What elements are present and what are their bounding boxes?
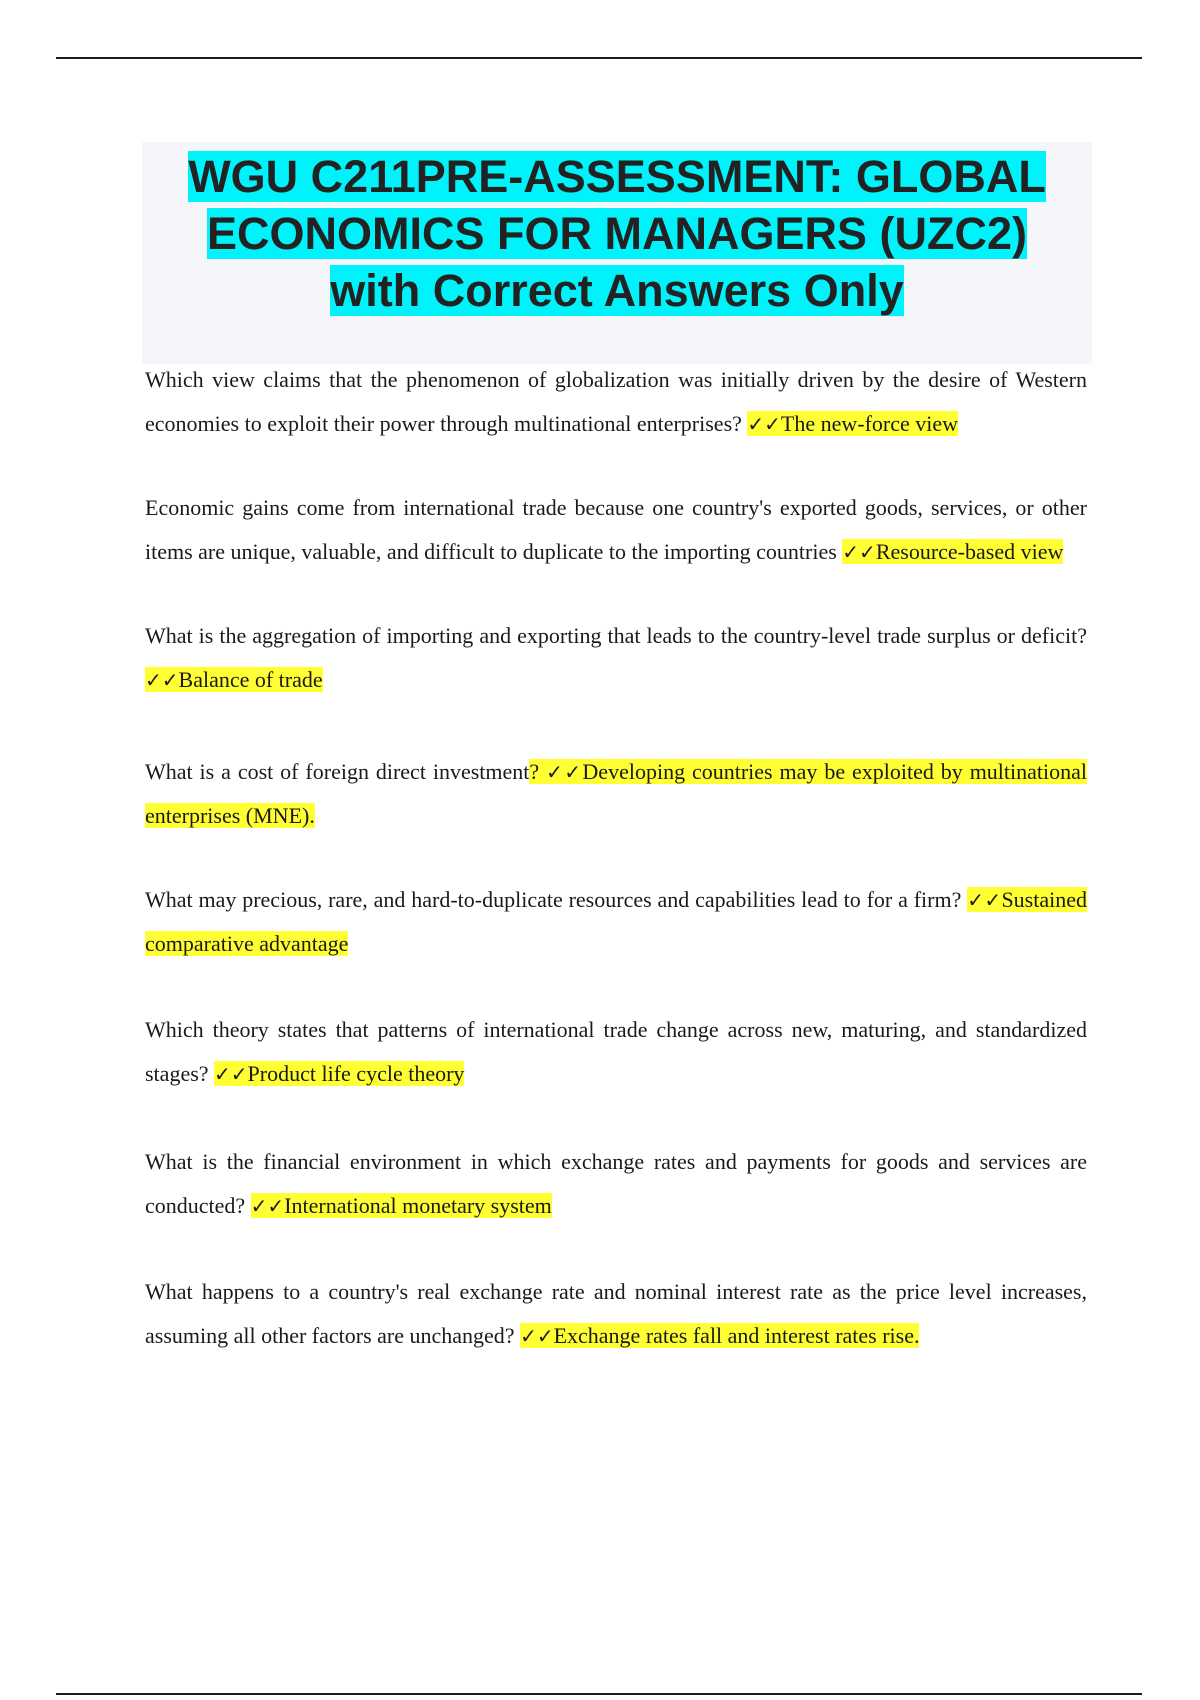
answer-text: Product life cycle theory xyxy=(247,1061,465,1086)
question-text: What is a cost of foreign direct investment xyxy=(145,759,530,784)
answer-highlight xyxy=(842,539,1063,564)
title-line-3: with Correct Answers Only xyxy=(330,265,904,316)
answer-highlight xyxy=(214,1061,464,1086)
answer-prefix: ? xyxy=(529,759,547,784)
answer-text: Sustained comparative advantage xyxy=(145,887,1087,956)
answer-text: The new-force view xyxy=(780,411,959,436)
question-text: Which theory states that patterns of international trade change across new, maturing, and standardized stages? xyxy=(145,1017,1087,1086)
bottom-rule xyxy=(56,1693,1142,1695)
top-rule xyxy=(56,57,1142,59)
question-text: Which view claims that the phenomenon of globalization was initially driven by the desire of Western economies to exploit their power through multinational enterprises? xyxy=(145,367,1087,436)
double-check-icon: ✓✓ xyxy=(520,1324,554,1348)
qa-item-7 xyxy=(145,1140,1087,1228)
double-check-icon: ✓✓ xyxy=(250,1194,285,1218)
answer-highlight xyxy=(520,1323,919,1348)
qa-item-6 xyxy=(145,1008,1087,1096)
question-answer-list xyxy=(145,358,1087,1358)
answer-highlight xyxy=(251,1193,552,1218)
double-check-icon: ✓✓ xyxy=(747,412,781,436)
answer-text: International monetary system xyxy=(284,1193,552,1218)
answer-text: Balance of trade xyxy=(178,667,323,692)
qa-item-4 xyxy=(145,750,1087,838)
qa-item-8 xyxy=(145,1270,1087,1358)
double-check-icon: ✓✓ xyxy=(842,540,876,564)
answer-text: Exchange rates fall and interest rates rise. xyxy=(553,1323,920,1348)
qa-item-3 xyxy=(145,614,1087,702)
title-line-1: WGU C211PRE-ASSESSMENT: GLOBAL xyxy=(188,151,1046,202)
document-title-block xyxy=(142,142,1092,364)
title-line-2: ECONOMICS FOR MANAGERS (UZC2) xyxy=(207,208,1027,259)
double-check-icon: ✓✓ xyxy=(145,668,179,692)
double-check-icon: ✓✓ xyxy=(546,760,583,784)
double-check-icon: ✓✓ xyxy=(214,1062,248,1086)
question-text: What is the financial environment in which exchange rates and payments for goods and services are conducted? xyxy=(145,1149,1087,1218)
double-check-icon: ✓✓ xyxy=(967,888,1002,912)
answer-text: Resource-based view xyxy=(875,539,1064,564)
qa-item-5 xyxy=(145,878,1087,966)
answer-highlight xyxy=(747,411,958,436)
qa-item-2 xyxy=(145,486,1087,574)
question-text: Economic gains come from international trade because one country's exported goods, services, or other items are unique, valuable, and difficult to duplicate to the importing countries xyxy=(145,495,1087,564)
question-text: What may precious, rare, and hard-to-duplicate resources and capabilities lead to for a firm? xyxy=(145,887,968,912)
answer-text: Developing countries may be exploited by multinational enterprises (MNE). xyxy=(145,759,1088,828)
answer-highlight xyxy=(145,667,323,692)
question-text: What happens to a country's real exchange rate and nominal interest rate as the price level increases, assuming all other factors are unchanged? xyxy=(145,1279,1087,1348)
qa-item-1 xyxy=(145,358,1087,446)
question-text: What is the aggregation of importing and exporting that leads to the country-level trade surplus or deficit? xyxy=(145,623,1087,648)
